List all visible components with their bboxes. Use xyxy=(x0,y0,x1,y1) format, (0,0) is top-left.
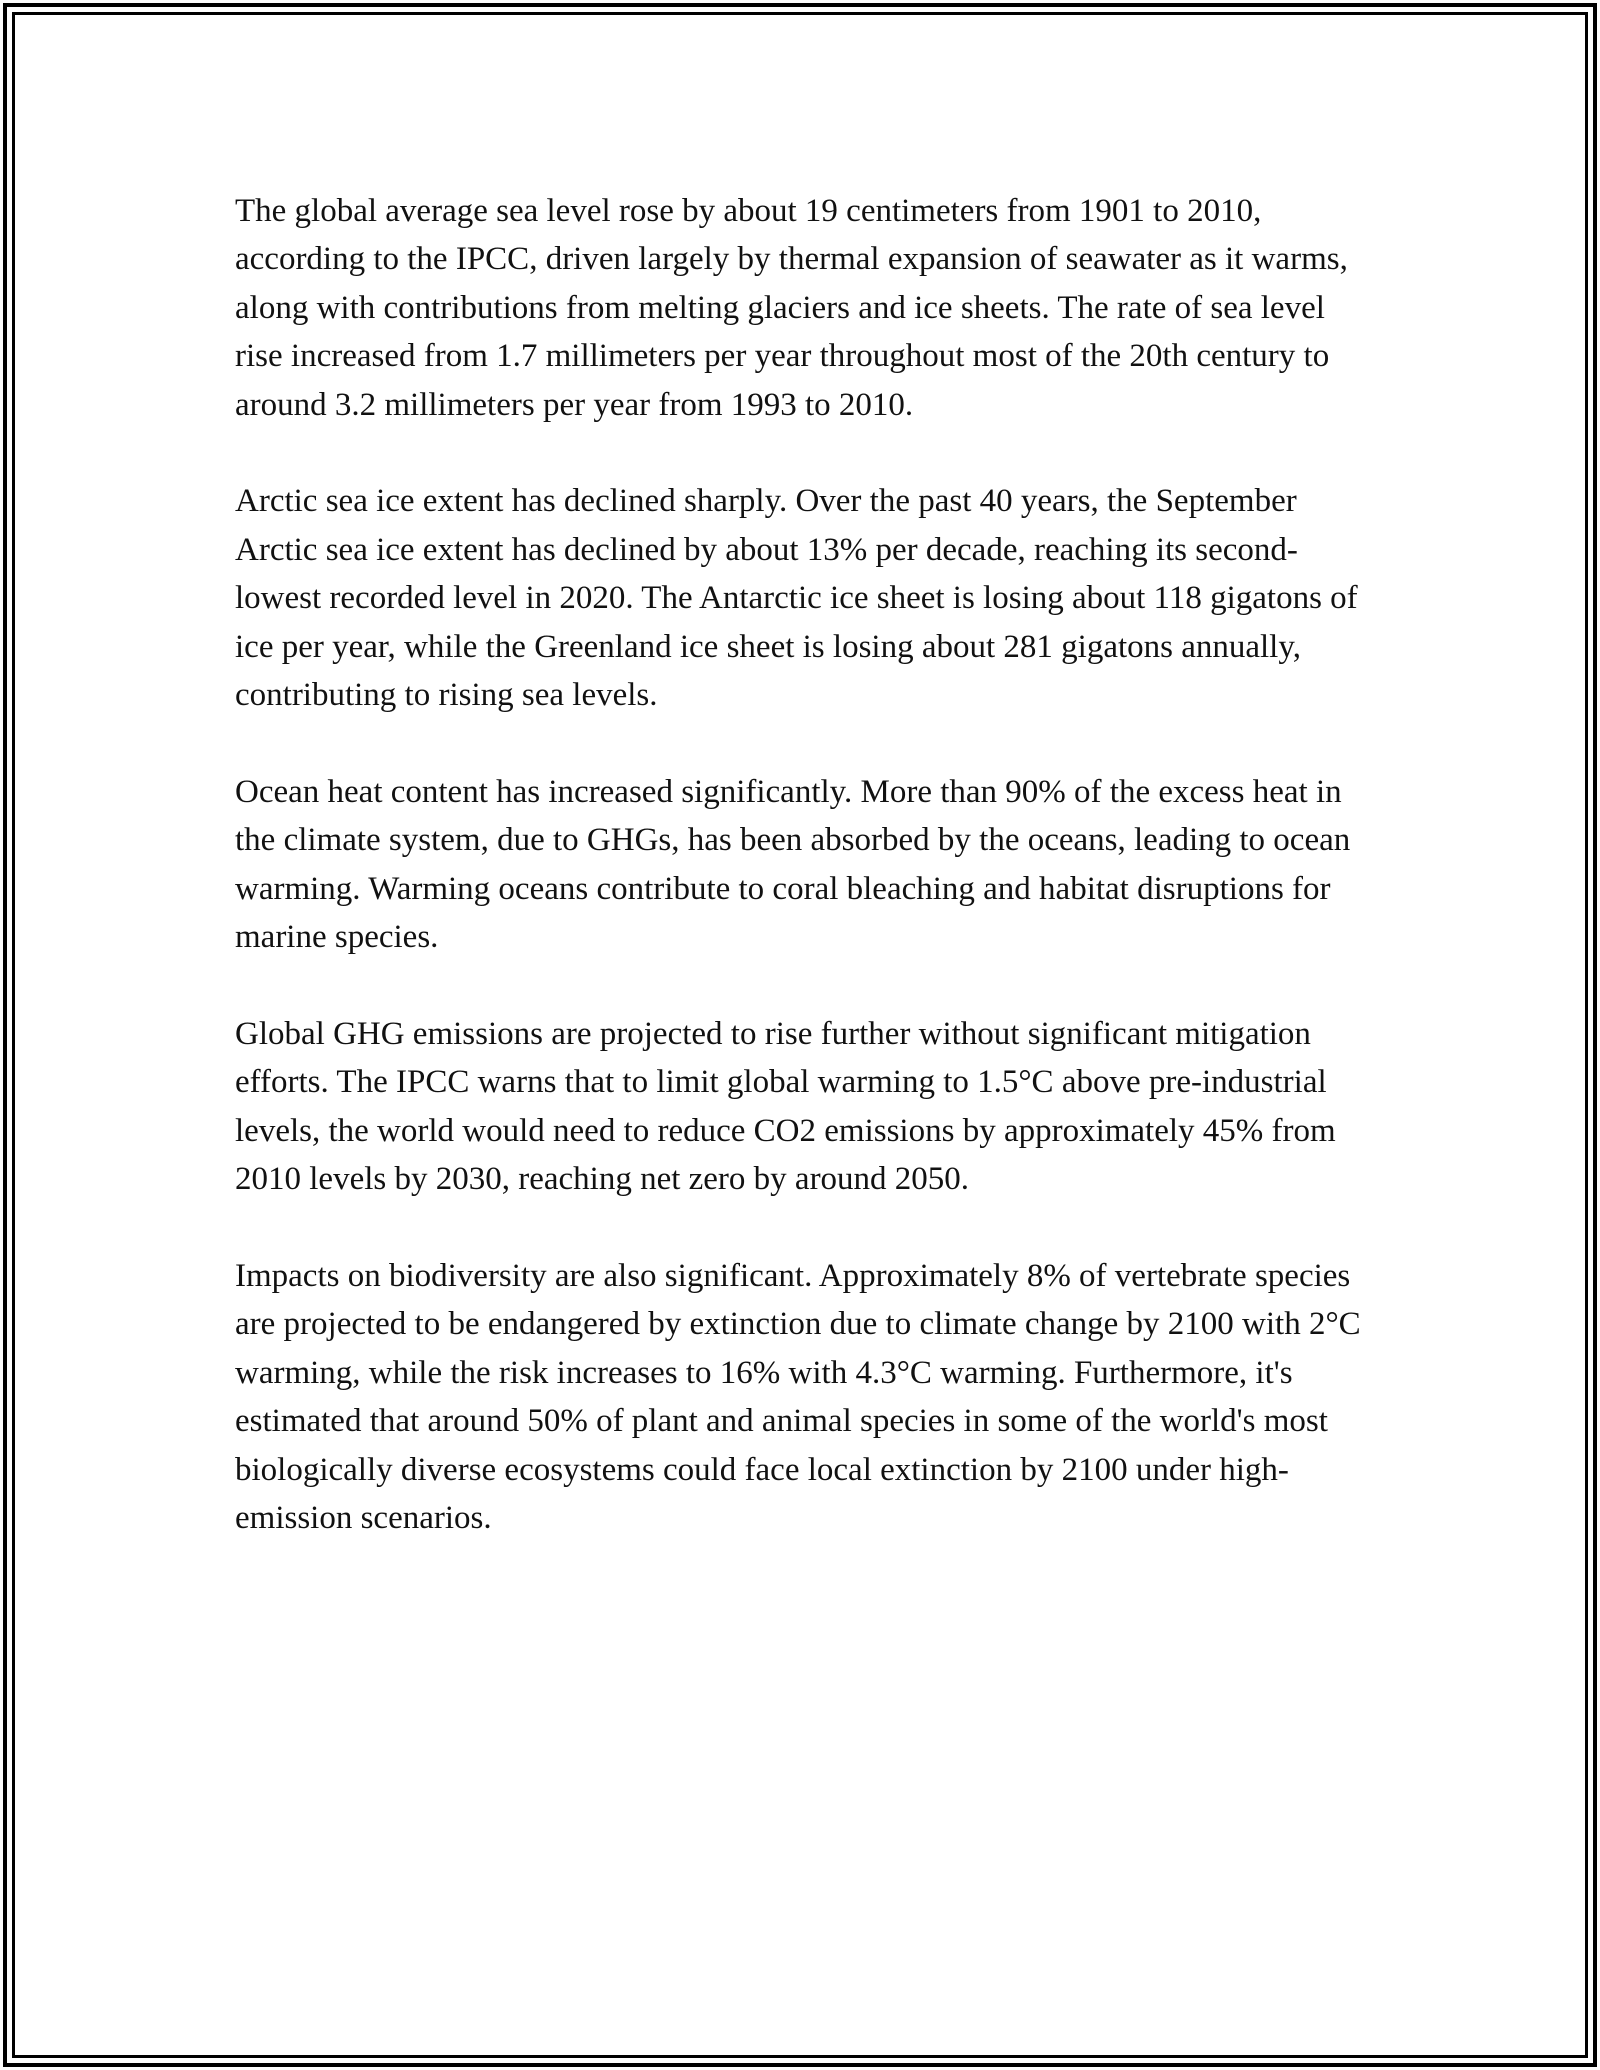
paragraph-arctic-sea-ice: Arctic sea ice extent has declined sharply. Over the past 40 years, the September Arctic sea ice extent has declined by about 13% per decade, reaching its second-lowest recorded level in 2020. The Antarctic ice sheet is losing about 118 gigatons of ice per year, while the Greenland ice sheet is losing about 281 gigatons annually, contributing to rising sea levels. xyxy=(235,483,1358,714)
paragraph-ocean-heat: Ocean heat content has increased significantly. More than 90% of the excess heat in the climate system, due to GHGs, has been absorbed by the oceans, leading to ocean warming. Warming oceans contribute to coral bleaching and habitat disruptions for marine species. xyxy=(235,773,1351,956)
document-body xyxy=(235,187,1375,1591)
paragraph-biodiversity: Impacts on biodiversity are also significant. Approximately 8% of vertebrate species are projected to be endangered by extinction due to climate change by 2100 with 2°C warming, while the risk increases to 16% with 4.3°C warming. Furthermore, it's estimated that around 50% of plant and animal species in some of the world's most biologically diverse ecosystems could face local extinction by 2100 under high-emission scenarios. xyxy=(235,1257,1361,1536)
paragraph-ghg-emissions: Global GHG emissions are projected to rise further without significant mitigation efforts. The IPCC warns that to limit global warming to 1.5°C above pre-industrial levels, the world would need to reduce CO2 emissions by approximately 45% from 2010 levels by 2030, reaching net zero by around 2050. xyxy=(235,1015,1336,1198)
paragraph-sea-level: The global average sea level rose by about 19 centimeters from 1901 to 2010, according to the IPCC, driven largely by thermal expansion of seawater as it warms, along with contributions from melting glaciers and ice sheets. The rate of sea level rise increased from 1.7 millimeters per year throughout most of the 20th century to around 3.2 millimeters per year from 1993 to 2010. xyxy=(235,193,1348,423)
